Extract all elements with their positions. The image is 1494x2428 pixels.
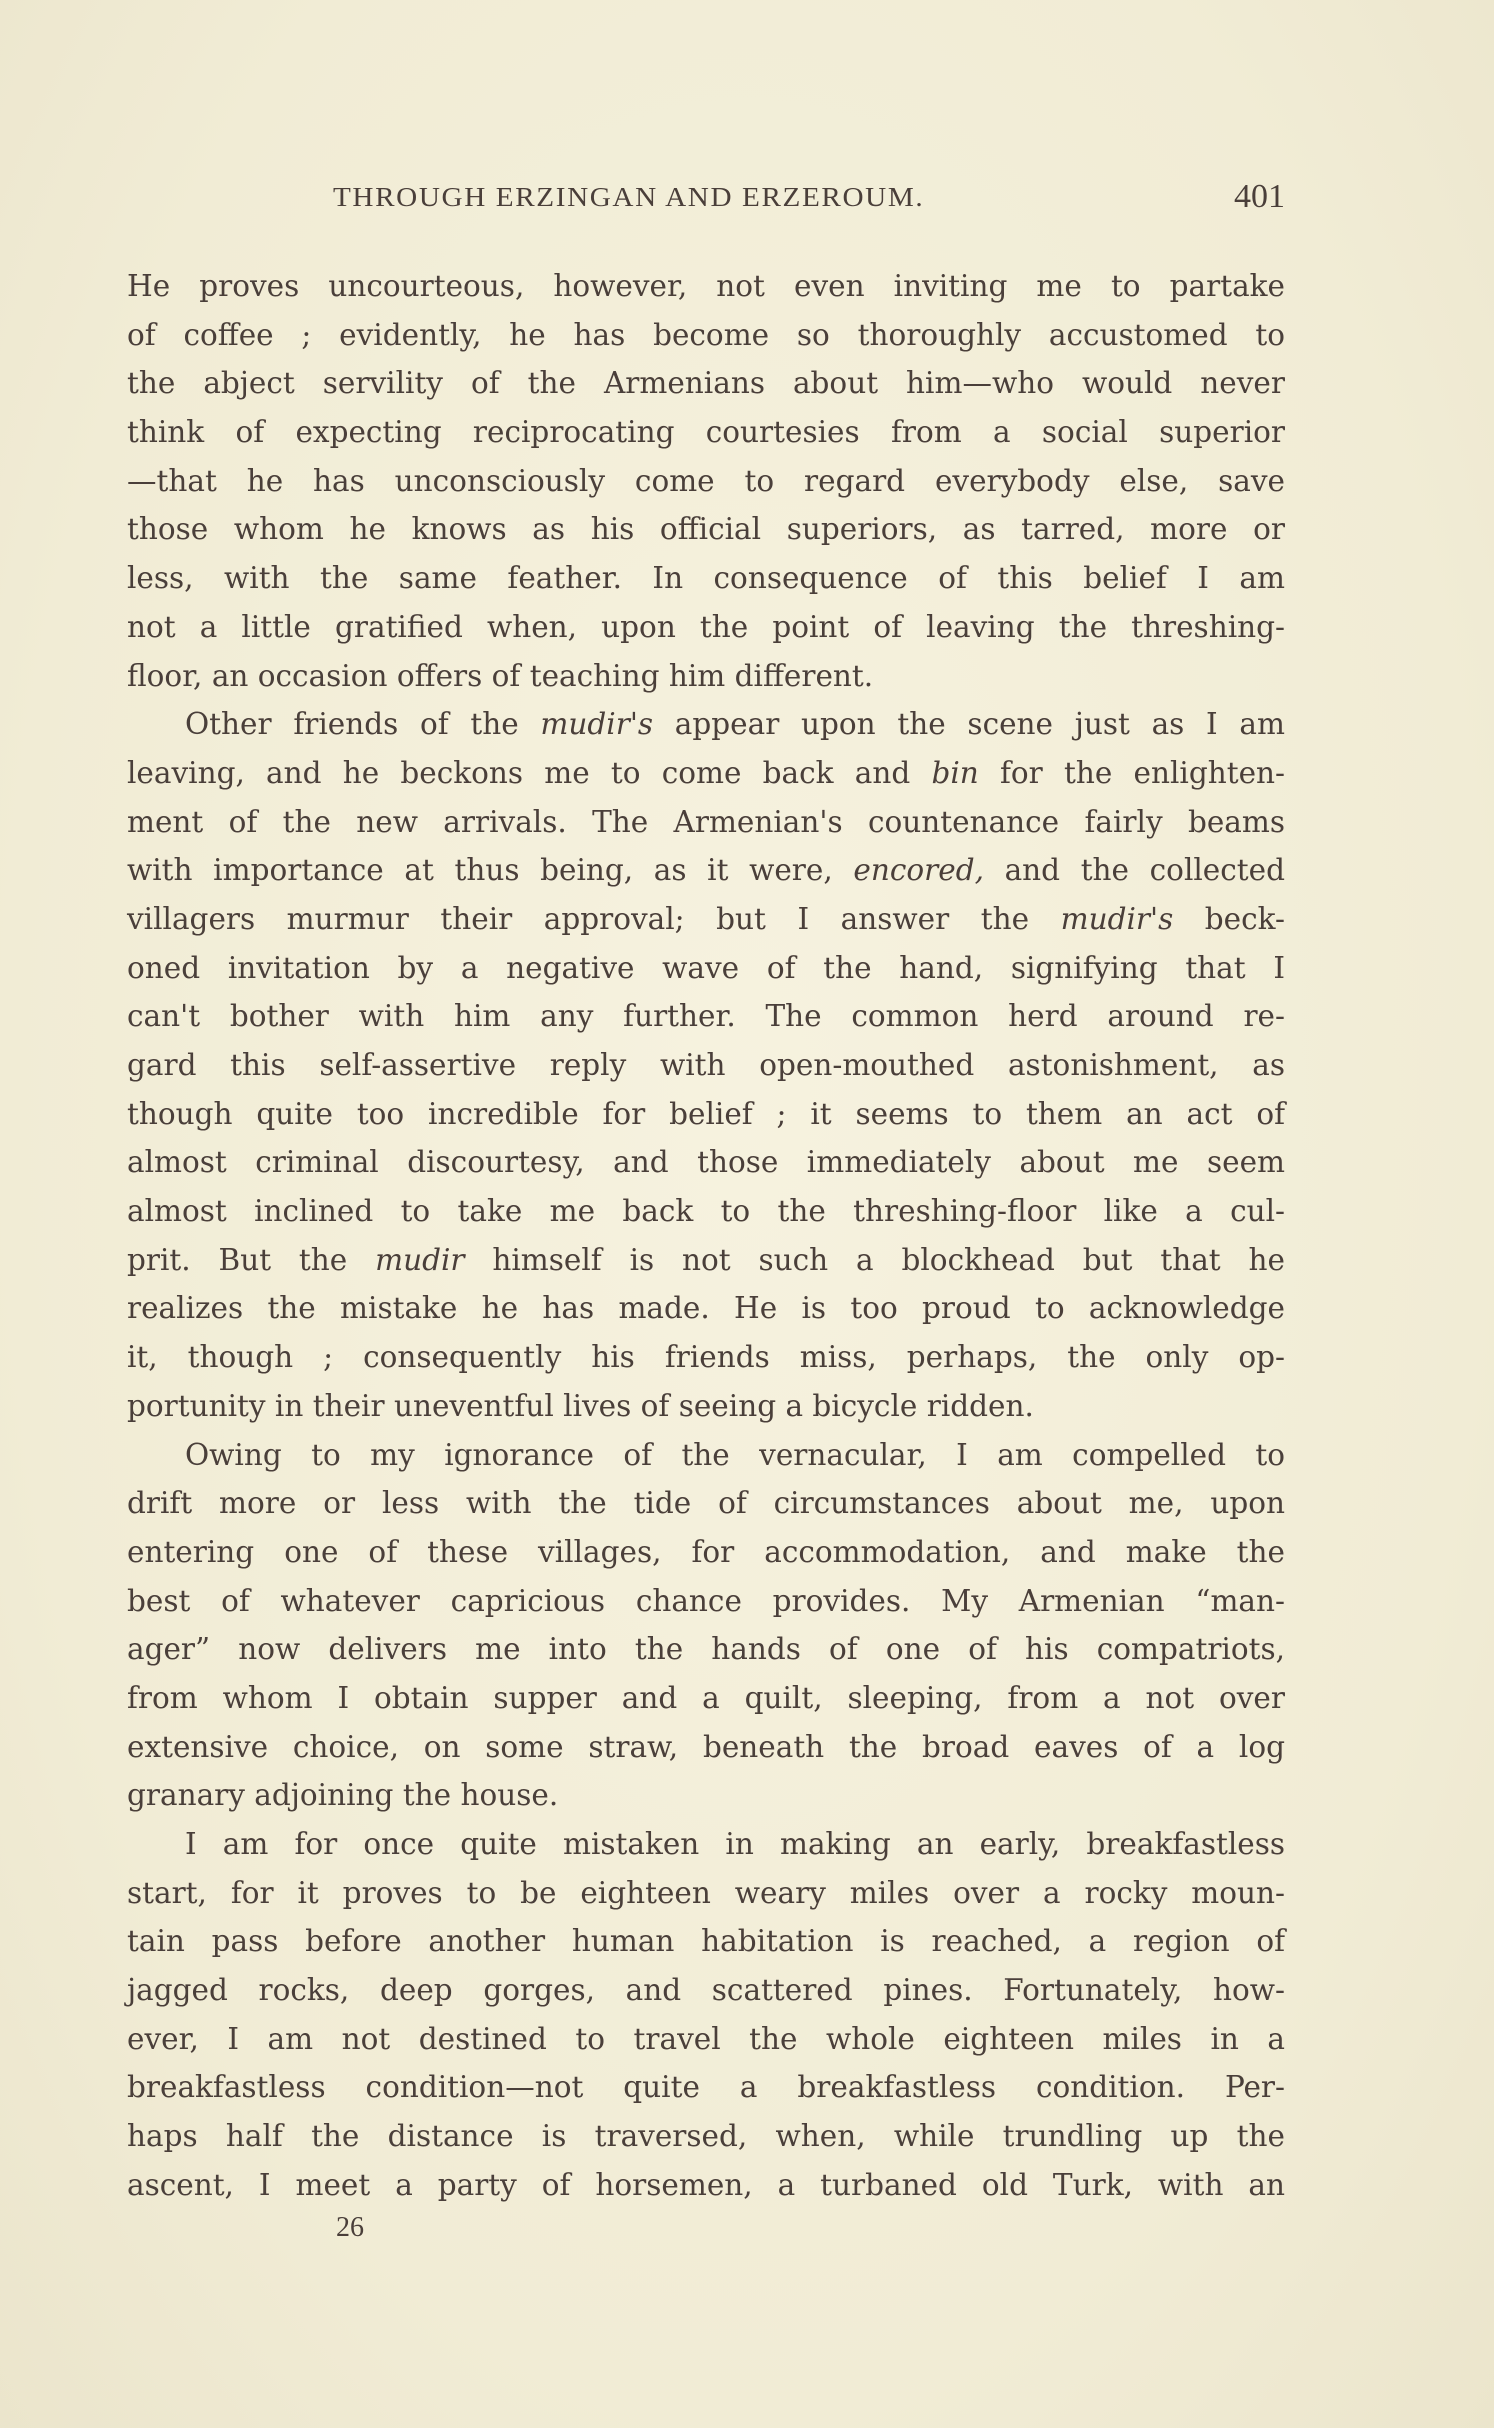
text-line <box>127 1382 1285 1431</box>
text-line <box>127 1917 1285 1966</box>
text-line <box>127 1528 1285 1577</box>
text-segment: best of whatever capricious chance provides. My Armenian “man- <box>127 1583 1285 1618</box>
text-line <box>127 749 1285 798</box>
text-segment: drift more or less with the tide of circumstances about me, upon <box>127 1486 1285 1521</box>
italic-text: mudir's <box>540 707 654 742</box>
text-line <box>127 1625 1285 1674</box>
text-line <box>127 1138 1285 1187</box>
italic-text: encored, <box>853 853 984 888</box>
text-segment: Owing to my ignorance of the vernacular, I am compelled to <box>185 1437 1285 1472</box>
text-line <box>127 1236 1285 1285</box>
text-segment: granary adjoining the house. <box>127 1778 559 1813</box>
text-line <box>127 1966 1285 2015</box>
text-segment: tain pass before another human habitation is reached, a region of <box>127 1924 1285 1959</box>
text-segment: for the enlighten- <box>978 755 1286 790</box>
text-line <box>127 1479 1285 1528</box>
text-segment: almost inclined to take me back to the threshing-floor like a cul- <box>127 1194 1285 1229</box>
text-line <box>127 359 1285 408</box>
text-line <box>127 554 1285 603</box>
text-line <box>127 1431 1285 1480</box>
text-segment: those whom he knows as his official superiors, as tarred, more or <box>127 512 1285 547</box>
text-line <box>127 895 1285 944</box>
running-header <box>333 178 1285 222</box>
text-segment: Other friends of the <box>185 707 541 742</box>
text-segment: almost criminal discourtesy, and those immediately about me seem <box>127 1145 1285 1180</box>
text-line <box>127 2015 1285 2064</box>
text-segment: portunity in their uneventful lives of seeing a bicycle ridden. <box>127 1388 1034 1423</box>
text-segment: beck- <box>1173 901 1285 936</box>
text-segment: —that he has unconsciously come to regard everybody else, save <box>127 463 1285 498</box>
text-segment: jagged rocks, deep gorges, and scattered pines. Fortunately, how- <box>127 1973 1285 2008</box>
text-line <box>127 408 1285 457</box>
text-line <box>127 311 1285 360</box>
text-segment: oned invitation by a negative wave of the hand, signifying that I <box>127 950 1285 985</box>
text-segment: himself is not such a blockhead but that he <box>464 1242 1285 1277</box>
text-line <box>127 2063 1285 2112</box>
text-segment: ment of the new arrivals. The Armenian's countenance fairly beams <box>127 804 1285 839</box>
text-line <box>127 1187 1285 1236</box>
text-segment: gard this self-assertive reply with open-mouthed astonishment, as <box>127 1048 1285 1082</box>
text-line <box>127 1869 1285 1918</box>
page-number: 401 <box>1234 178 1285 215</box>
text-segment: it, though ; consequently his friends miss, perhaps, the only op- <box>127 1340 1285 1375</box>
text-segment: prit. But the <box>127 1242 376 1277</box>
text-line <box>127 652 1285 701</box>
text-segment: ever, I am not destined to travel the whole eighteen miles in a <box>127 2021 1285 2056</box>
running-title: THROUGH ERZINGAN AND ERZEROUM. <box>333 182 925 212</box>
text-line <box>127 2161 1285 2210</box>
text-line <box>127 700 1285 749</box>
italic-text: bin <box>931 755 979 790</box>
text-line <box>127 1284 1285 1333</box>
text-segment: the abject servility of the Armenians about him—who would never <box>127 366 1285 401</box>
text-line <box>127 846 1285 895</box>
text-segment: entering one of these villages, for accommodation, and make the <box>127 1534 1285 1569</box>
text-line <box>127 603 1285 652</box>
text-line <box>127 1577 1285 1626</box>
text-line <box>127 505 1285 554</box>
text-segment: though quite too incredible for belief ; it seems to them an act of <box>127 1096 1285 1131</box>
italic-text: mudir <box>375 1242 465 1277</box>
text-line <box>127 1333 1285 1382</box>
text-line <box>127 1674 1285 1723</box>
text-line <box>127 1723 1285 1772</box>
text-segment: from whom I obtain supper and a quilt, sleeping, from a not over <box>127 1680 1285 1715</box>
body-text <box>127 262 1285 2210</box>
text-segment: think of expecting reciprocating courtesies from a social superior <box>127 415 1285 450</box>
text-segment: leaving, and he beckons me to come back and <box>127 755 932 790</box>
text-segment: appear upon the scene just as I am <box>653 707 1285 742</box>
text-line <box>127 1771 1285 1820</box>
text-line <box>127 798 1285 847</box>
text-segment: not a little gratified when, upon the point of leaving the threshing- <box>127 609 1285 644</box>
text-segment: He proves uncourteous, however, not even inviting me to partake <box>127 269 1285 303</box>
text-segment: extensive choice, on some straw, beneath the broad eaves of a log <box>127 1729 1285 1764</box>
text-segment: start, for it proves to be eighteen weary miles over a rocky moun- <box>127 1875 1285 1910</box>
text-segment: with importance at thus being, as it were, <box>127 853 854 888</box>
text-line <box>127 992 1285 1041</box>
text-segment: realizes the mistake he has made. He is too proud to acknowledge <box>127 1291 1285 1326</box>
text-line <box>127 1041 1285 1090</box>
italic-text: mudir's <box>1060 901 1174 936</box>
text-segment: can't bother with him any further. The common herd around re- <box>127 999 1285 1034</box>
text-segment: breakfastless condition—not quite a breakfastless condition. Per- <box>127 2070 1285 2105</box>
text-segment: haps half the distance is traversed, when, while trundling up the <box>127 2119 1285 2154</box>
text-segment: of coffee ; evidently, he has become so thoroughly accustomed to <box>127 317 1285 352</box>
text-line <box>127 2112 1285 2161</box>
text-line <box>127 1090 1285 1139</box>
text-segment: ager” now delivers me into the hands of one of his compatriots, <box>127 1632 1285 1667</box>
signature-mark: 26 <box>336 2212 364 2243</box>
text-line <box>127 262 1285 311</box>
text-segment: I am for once quite mistaken in making an early, breakfastless <box>185 1827 1285 1861</box>
text-segment: and the collected <box>983 853 1285 888</box>
text-line <box>127 457 1285 506</box>
text-segment: ascent, I meet a party of horsemen, a turbaned old Turk, with an <box>127 2167 1285 2202</box>
text-segment: less, with the same feather. In consequence of this belief I am <box>127 561 1285 596</box>
text-segment: villagers murmur their approval; but I answer the <box>127 901 1061 936</box>
text-segment: floor, an occasion offers of teaching him different. <box>127 658 874 693</box>
text-line <box>127 944 1285 993</box>
text-line <box>127 1820 1285 1869</box>
